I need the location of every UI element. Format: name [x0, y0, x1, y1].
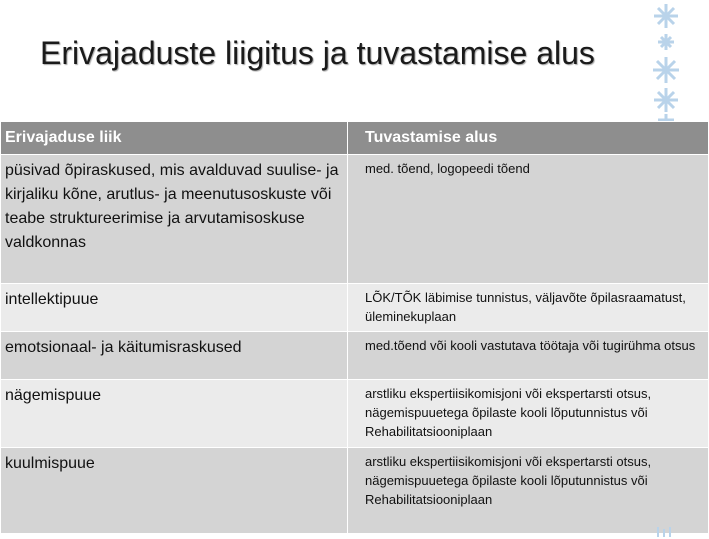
cell-liik: nägemispuue [1, 380, 348, 448]
slide-title: Erivajaduste liigitus ja tuvastamise alus [40, 35, 595, 71]
table-row [1, 448, 709, 534]
cell-alus: LÕK/TÕK läbimise tunnistus, väljavõte õpilasraamatust, üleminekuplaan [348, 284, 709, 332]
table-row [1, 332, 709, 380]
cell-liik: kuulmispuue [1, 448, 348, 534]
cell-alus: arstliku ekspertiisikomisjoni või ekspertarsti otsus, nägemispuuetega õpilaste kooli lõputunnistus või Rehabilitatsiooniplaan [348, 448, 709, 534]
corner-ornament-icon [655, 525, 673, 537]
cell-alus: med.tõend või kooli vastutava töötaja või tugirühma otsus [348, 332, 709, 380]
table-row [1, 155, 709, 284]
cell-liik: püsivad õpiraskused, mis avalduvad suulise- ja kirjaliku kõne, arutlus- ja meenutusoskuste või teabe struktureerimise ja arvutamisoskuse valdkonnas [1, 155, 348, 284]
erivajaduste-table [0, 121, 709, 534]
header-tuvastamise-alus: Tuvastamise alus [348, 122, 709, 155]
header-erivajaduse-liik: Erivajaduse liik [1, 122, 348, 155]
snowflake-ornament-icon [640, 0, 692, 130]
cell-liik: intellektipuue [1, 284, 348, 332]
cell-alus: arstliku ekspertiisikomisjoni või ekspertarsti otsus, nägemispuuetega õpilaste kooli lõputunnistus või Rehabilitatsiooniplaan [348, 380, 709, 448]
table-row [1, 380, 709, 448]
cell-liik: emotsionaal- ja käitumisraskused [1, 332, 348, 380]
cell-alus: med. tõend, logopeedi tõend [348, 155, 709, 284]
table-row [1, 284, 709, 332]
table-header-row [1, 122, 709, 155]
